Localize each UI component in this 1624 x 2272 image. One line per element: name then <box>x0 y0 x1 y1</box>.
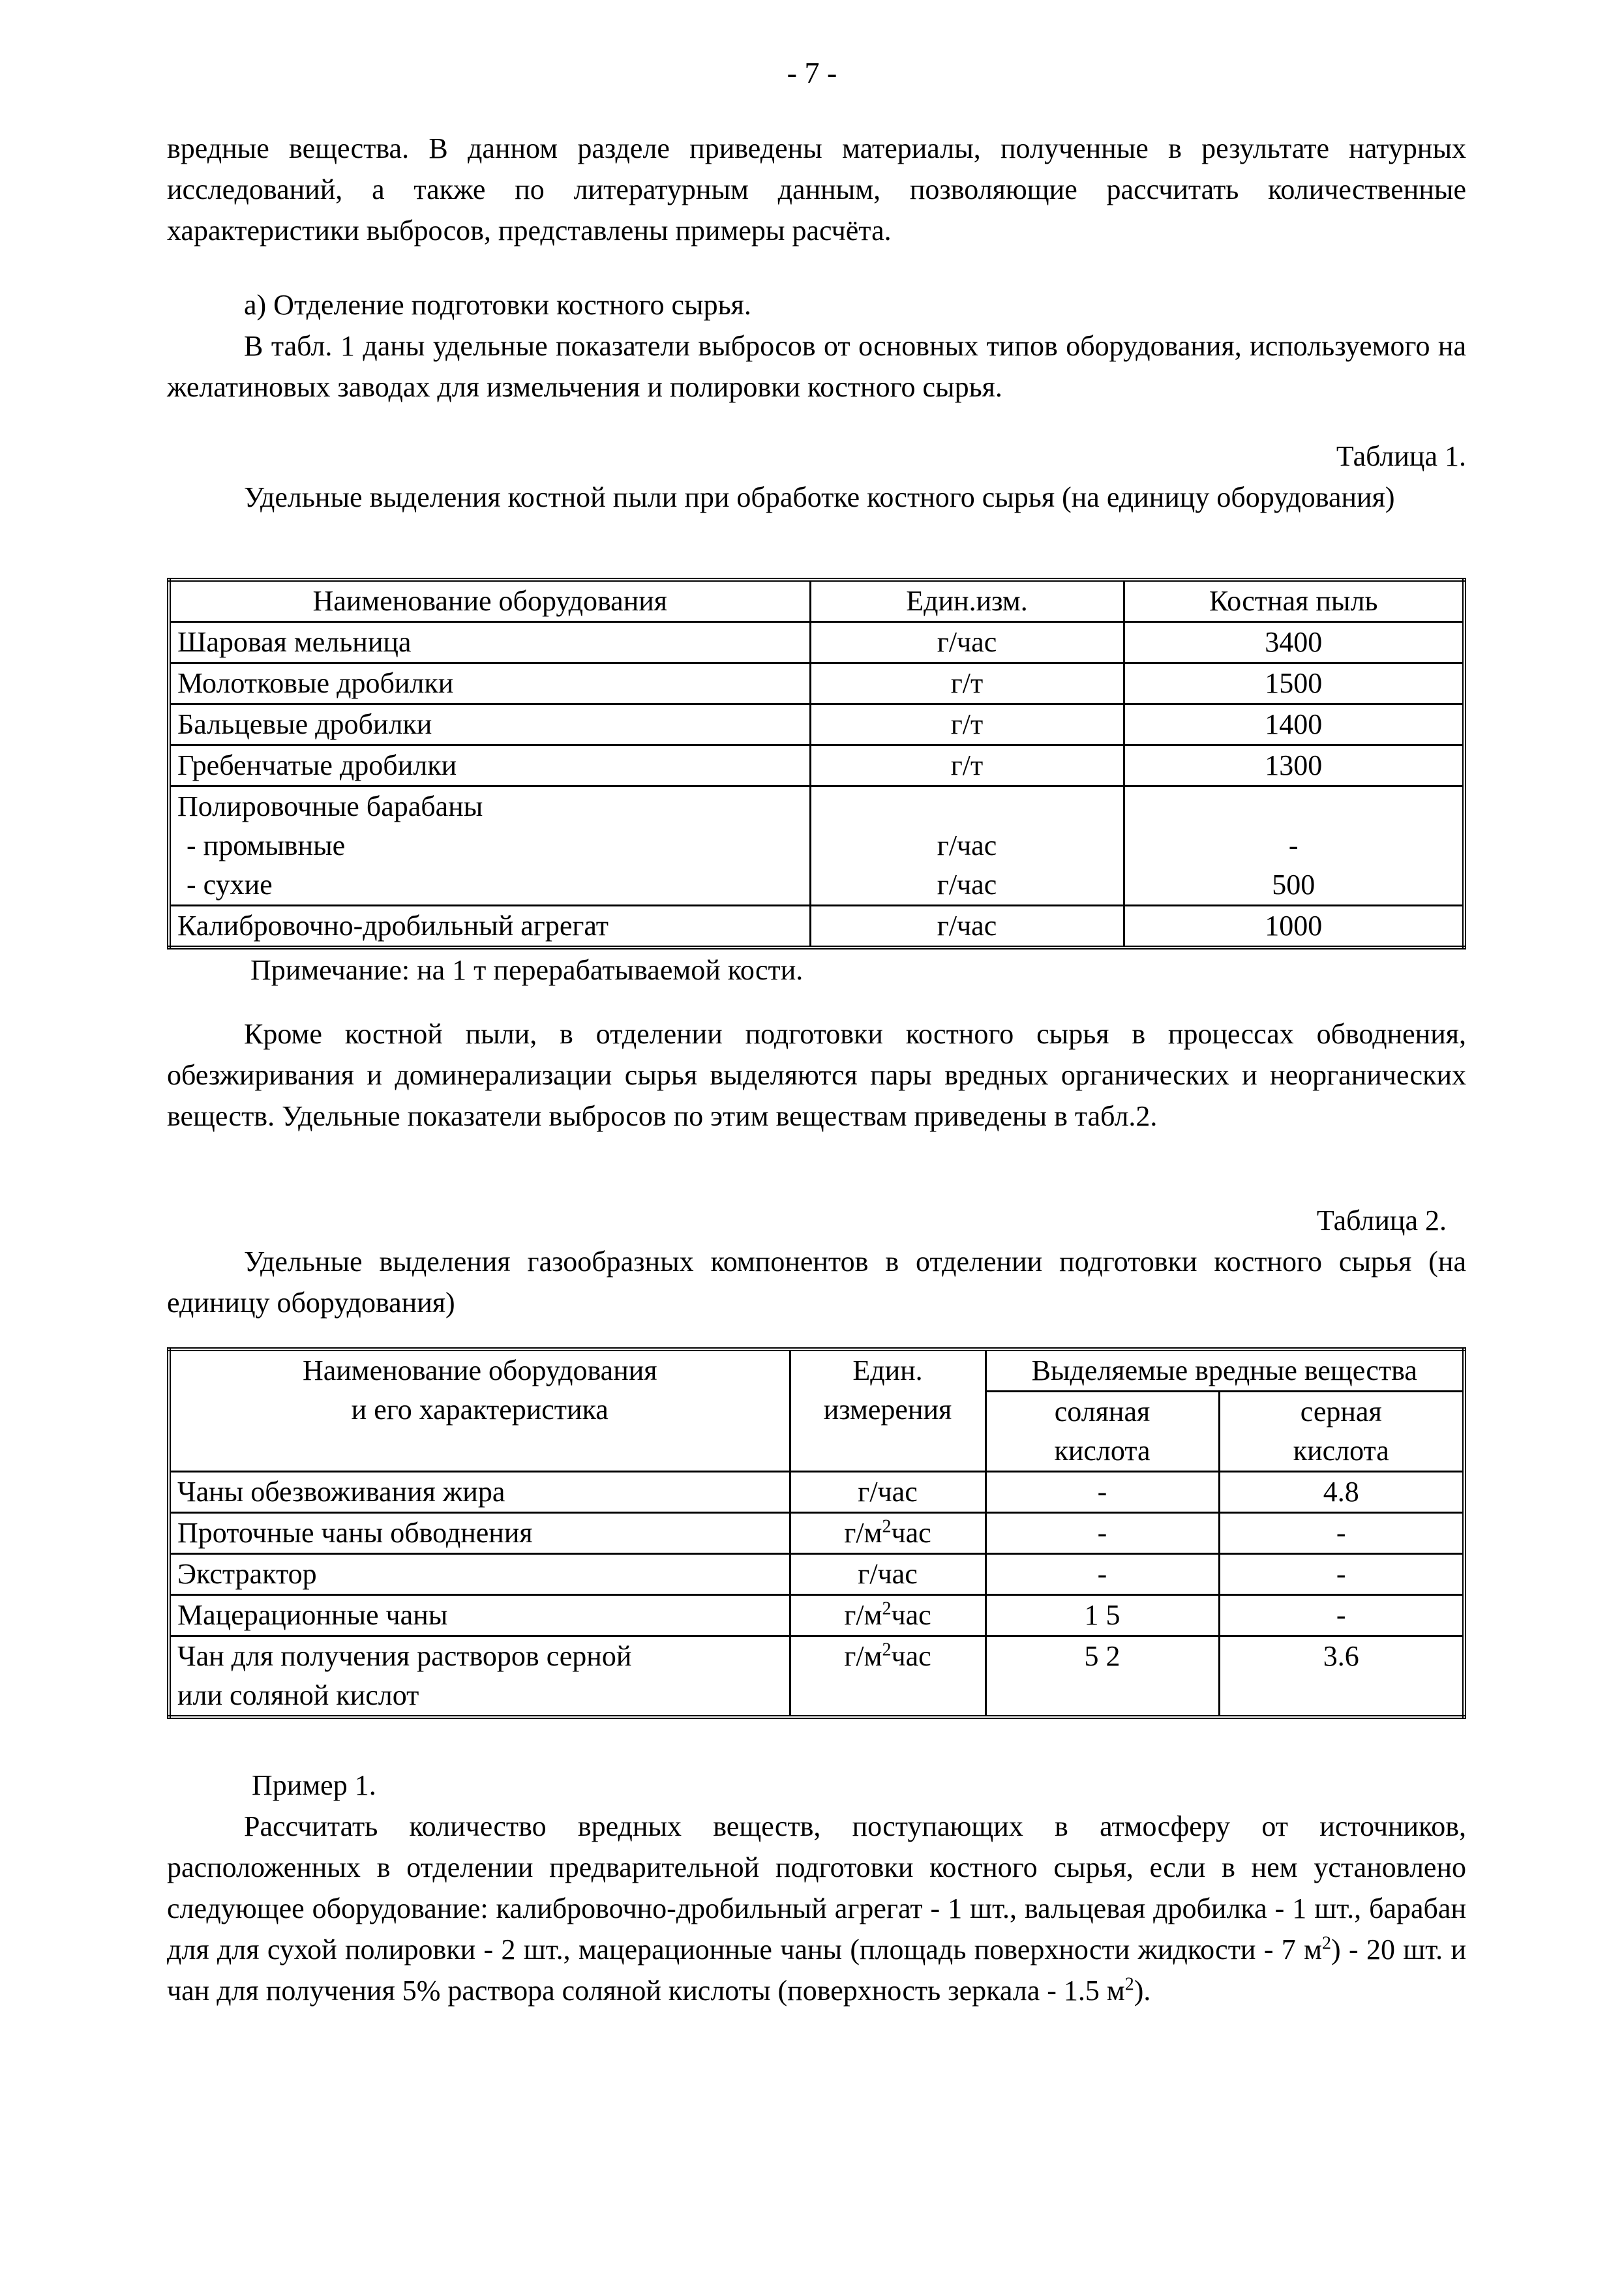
equipment-group-name <box>169 786 810 906</box>
table1 <box>167 578 1466 949</box>
unit <box>790 1636 985 1718</box>
equipment-name: Калибровочно-дробильный агрегат <box>169 906 810 948</box>
dust-value: 1000 <box>1124 906 1464 948</box>
group-values <box>1124 786 1464 906</box>
table2-header-unit <box>790 1349 985 1472</box>
dust-value: - <box>1288 830 1299 861</box>
header-h2so4-line-1: серная <box>1300 1396 1382 1427</box>
equipment-name: Проточные чаны обводнения <box>169 1513 790 1554</box>
header-hcl-line-1: соляная <box>1054 1396 1150 1427</box>
table-row <box>169 906 1464 948</box>
example-text-part-2: ) - 20 шт. и чан для получения 5% раствора соляной кислоты (поверхность зеркала - 1.5 м <box>167 1934 1467 2007</box>
unit: г/час <box>937 869 997 901</box>
group-title: Полировочные барабаны <box>177 790 483 822</box>
unit-superscript: 2 <box>882 1516 892 1537</box>
table2-header-hcl <box>985 1392 1219 1472</box>
example-text-part-3: ). <box>1134 1975 1151 2007</box>
h2so4-value: 3.6 <box>1219 1636 1464 1718</box>
hcl-value: - <box>985 1554 1219 1595</box>
unit: г/час <box>810 622 1124 663</box>
group-sub-1: - промывные <box>187 830 346 861</box>
table-row-group <box>169 786 1464 906</box>
table2-header-row-1 <box>169 1349 1464 1392</box>
unit-text: г/м <box>844 1517 882 1549</box>
table2-caption-block <box>167 1200 1466 1323</box>
example-text-part-1: Рассчитать количество вредных веществ, поступающих в атмосферу от источников, расположенных в отделении предварительной подготовки костного сырья, если в нем установлено следующее оборудование: калибровочно-дробильный агрегат - 1 шт., вальцевая дробилка - 1 шт., барабан для для сухой полировки - 2 шт., мацерационные чаны (площадь поверхности жидкости - 7 м <box>167 1810 1466 1966</box>
unit-text: час <box>891 1517 931 1549</box>
table1-label: Таблица 1. <box>1336 440 1466 472</box>
section-a <box>167 284 1466 408</box>
group-units <box>810 786 1124 906</box>
header-unit-line-2: измерения <box>823 1394 952 1426</box>
hcl-value: - <box>985 1513 1219 1554</box>
unit-text: г/час <box>858 1476 918 1508</box>
section-a-text: В табл. 1 даны удельные показатели выбросов от основных типов оборудования, используемого на желатиновых заводах для измельчения и полировки костного сырья. <box>167 330 1466 403</box>
intro-section <box>167 128 1466 251</box>
table-row <box>169 622 1464 663</box>
header-unit-line-1: Един. <box>852 1354 923 1386</box>
group-sub-2: - сухие <box>187 869 273 901</box>
paragraph-2: Кроме костной пыли, в отделении подготовки костного сырья в процессах обводнения, обезжиривания и доминерализации сырья выделяются пары вредных органических и неорганических веществ. Удельные показатели выбросов по этим веществам приведены в табл.2. <box>167 1018 1466 1132</box>
table1-caption: Удельные выделения костной пыли при обработке костного сырья (на единицу оборудования) <box>244 481 1395 513</box>
table1-header-dust: Костная пыль <box>1124 580 1464 622</box>
table-row <box>169 1513 1464 1554</box>
equipment-name: Гребенчатые дробилки <box>169 745 810 786</box>
unit-text: г/час <box>858 1558 918 1590</box>
unit <box>790 1472 985 1513</box>
equipment-name-line-1: Чан для получения растворов серной <box>177 1640 632 1672</box>
header-name-line-2: и его характеристика <box>351 1394 609 1426</box>
table1-header-name: Наименование оборудования <box>169 580 810 622</box>
equipment-name: Молотковые дробилки <box>169 663 810 704</box>
unit-superscript: 2 <box>882 1639 892 1660</box>
table-row <box>169 663 1464 704</box>
unit-text: г/м <box>844 1640 882 1672</box>
example-superscript-2: 2 <box>1124 1974 1134 1995</box>
equipment-name: Шаровая мельница <box>169 622 810 663</box>
table2-label: Таблица 2. <box>1316 1204 1447 1236</box>
hcl-value: 5 2 <box>985 1636 1219 1718</box>
equipment-name: Мацерационные чаны <box>169 1595 790 1636</box>
unit-text: час <box>891 1640 931 1672</box>
table1-note: Примечание: на 1 т перерабатываемой кости. <box>250 954 804 986</box>
equipment-name-line-2: или соляной кислот <box>177 1679 419 1711</box>
dust-value: 3400 <box>1124 622 1464 663</box>
equipment-name <box>169 1636 790 1718</box>
example-title: Пример 1. <box>252 1769 376 1801</box>
table2 <box>167 1347 1466 1719</box>
example-text <box>167 1806 1466 2011</box>
section-a-heading: а) Отделение подготовки костного сырья. <box>244 289 751 321</box>
header-hcl-line-2: кислота <box>1054 1435 1150 1467</box>
equipment-name: Чаны обезвоживания жира <box>169 1472 790 1513</box>
unit-superscript: 2 <box>882 1598 892 1619</box>
table-row <box>169 1636 1464 1718</box>
unit <box>790 1513 985 1554</box>
table2-header-h2so4 <box>1219 1392 1464 1472</box>
table-row <box>169 704 1464 745</box>
dust-value: 500 <box>1272 869 1316 901</box>
h2so4-value: - <box>1219 1595 1464 1636</box>
equipment-name: Экстрактор <box>169 1554 790 1595</box>
table-row <box>169 745 1464 786</box>
table1-header-unit: Един.изм. <box>810 580 1124 622</box>
equipment-name: Бальцевые дробилки <box>169 704 810 745</box>
page-number: - 7 - <box>787 56 837 89</box>
header-h2so4-line-2: кислота <box>1293 1435 1389 1467</box>
example-1-block <box>167 1765 1466 2011</box>
hcl-value: 1 5 <box>985 1595 1219 1636</box>
example-superscript-1: 2 <box>1322 1933 1331 1954</box>
unit-text: г/м <box>844 1599 882 1631</box>
hcl-value: - <box>985 1472 1219 1513</box>
h2so4-value: - <box>1219 1554 1464 1595</box>
unit: г/час <box>810 906 1124 948</box>
unit: г/т <box>810 663 1124 704</box>
table1-block <box>167 578 1466 991</box>
unit: г/час <box>937 830 997 861</box>
table2-block <box>167 1347 1466 1719</box>
table2-header-name <box>169 1349 790 1472</box>
intro-paragraph: вредные вещества. В данном разделе приведены материалы, полученные в результате натурных исследований, а также по литературным данным, позволяющие рассчитать количественные характеристики выбросов, представлены примеры расчёта. <box>167 132 1466 247</box>
dust-value: 1300 <box>1124 745 1464 786</box>
unit: г/т <box>810 704 1124 745</box>
table-row <box>169 1472 1464 1513</box>
unit-text: час <box>891 1599 931 1631</box>
dust-value: 1500 <box>1124 663 1464 704</box>
h2so4-value: 4.8 <box>1219 1472 1464 1513</box>
paragraph-2-block <box>167 1013 1466 1137</box>
unit: г/т <box>810 745 1124 786</box>
table1-header-row <box>169 580 1464 622</box>
table-row <box>169 1595 1464 1636</box>
table2-caption: Удельные выделения газообразных компонентов в отделении подготовки костного сырья (на единицу оборудования) <box>167 1246 1466 1319</box>
unit <box>790 1554 985 1595</box>
table1-caption-block <box>167 436 1466 518</box>
dust-value: 1400 <box>1124 704 1464 745</box>
table2-header-substances: Выделяемые вредные вещества <box>985 1349 1464 1392</box>
h2so4-value: - <box>1219 1513 1464 1554</box>
table-row <box>169 1554 1464 1595</box>
header-name-line-1: Наименование оборудования <box>302 1354 657 1386</box>
unit <box>790 1595 985 1636</box>
